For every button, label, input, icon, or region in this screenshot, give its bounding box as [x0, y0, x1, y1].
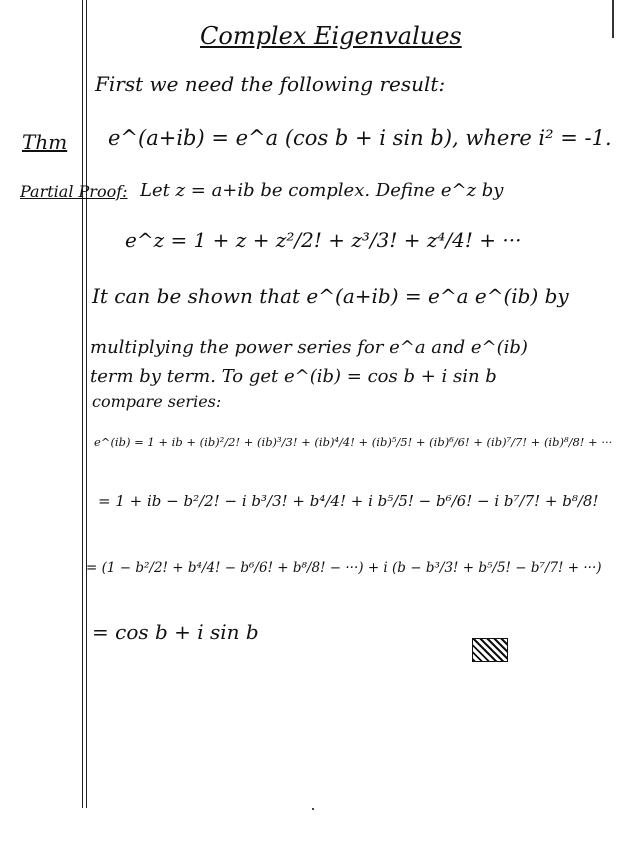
body-line-3: term by term. To get e^(ib) = cos b + i sin b [90, 366, 497, 387]
equation-line-2: = 1 + ib − b²/2! − i b³/3! + b⁴/4! + i b⁵/5! − b⁶/6! − i b⁷/7! + b⁸/8! [98, 492, 599, 510]
body-line-2: multiplying the power series for e^a and e^(ib) [90, 337, 528, 358]
theorem-label: Thm [22, 130, 68, 154]
partial-proof-text: Let z = a+ib be complex. Define e^z by [140, 180, 504, 201]
page-dot [312, 808, 314, 810]
page-title: Complex Eigenvalues [200, 22, 462, 50]
equation-line-1: e^(ib) = 1 + ib + (ib)²/2! + (ib)³/3! + (ib)⁴/4! + (ib)⁵/5! + (ib)⁶/6! + (ib)⁷/7! + (ib)⁸/8! + ··· [94, 435, 613, 449]
series-definition: e^z = 1 + z + z²/2! + z³/3! + z⁴/4! + ··· [125, 228, 522, 252]
equation-line-4: = cos b + i sin b [92, 620, 259, 644]
qed-box-icon [472, 638, 508, 662]
edge-mark [612, 0, 614, 38]
margin-line [82, 0, 87, 808]
equation-line-3: = (1 − b²/2! + b⁴/4! − b⁶/6! + b⁸/8! − ···) + i (b − b³/3! + b⁵/5! − b⁷/7! + ···) [86, 560, 602, 576]
intro-text: First we need the following result: [95, 72, 446, 96]
body-line-1: It can be shown that e^(a+ib) = e^a e^(ib) by [92, 284, 569, 308]
partial-proof-label: Partial Proof: [20, 182, 128, 201]
body-line-4: compare series: [92, 392, 222, 411]
theorem-statement: e^(a+ib) = e^a (cos b + i sin b), where i² = -1. [108, 126, 612, 150]
